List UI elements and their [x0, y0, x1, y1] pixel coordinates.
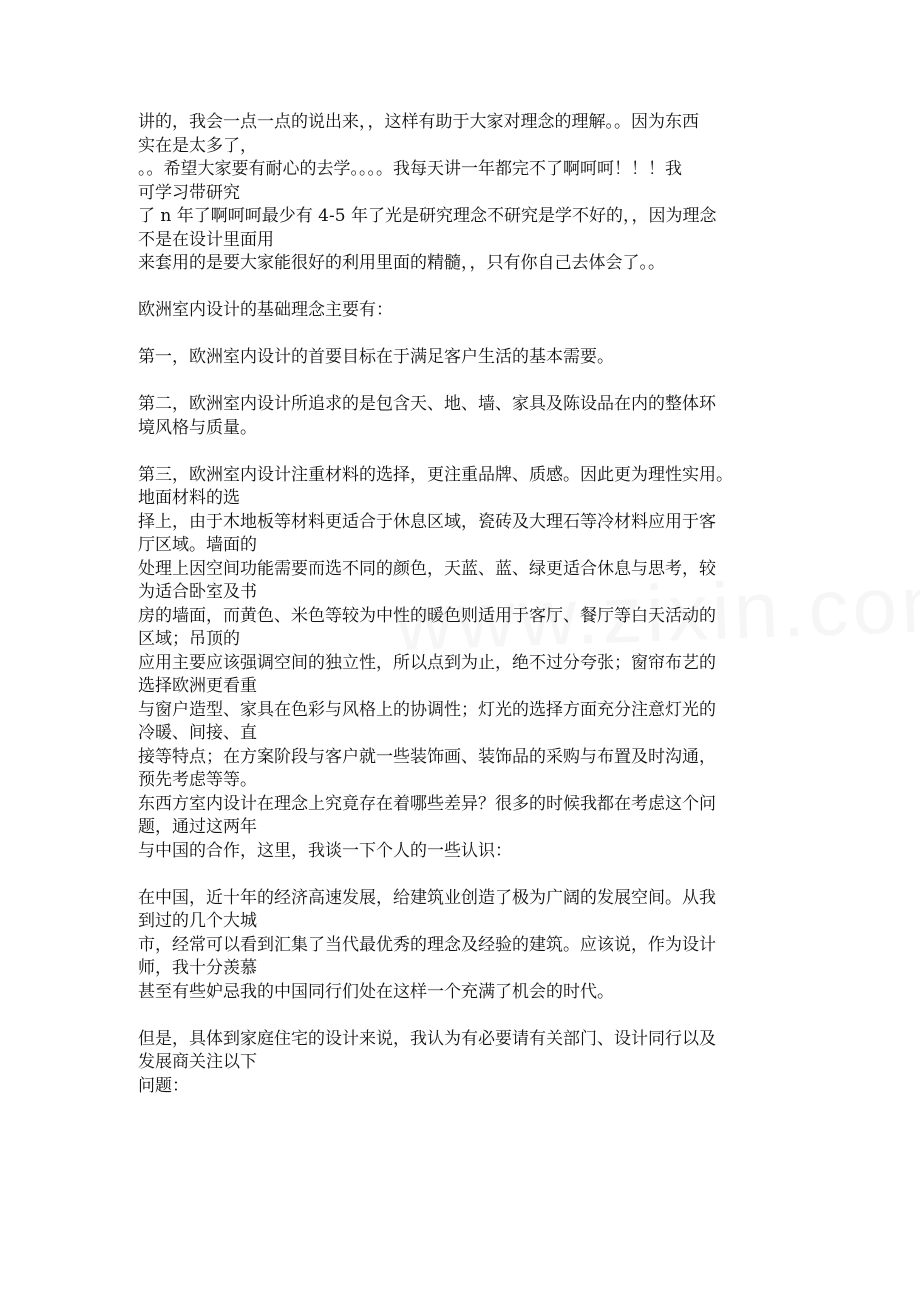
text-line: 处理上因空间功能需要而选不同的颜色，天蓝、蓝、绿更适合休息与思考，较	[138, 558, 716, 579]
text-line: 应用主要应该强调空间的独立性，所以点到为止，绝不过分夸张；窗帘布艺的	[138, 652, 716, 673]
text-line: 区域；吊顶的	[138, 629, 240, 649]
text-line: 第二，欧洲室内设计所追求的是包含天、地、墙、家具及陈设品在内的整体环	[138, 394, 716, 414]
text-line: 东西方室内设计在理念上究竟存在着哪些差异？很多的时候我都在考虑这个问	[138, 793, 716, 814]
text-line: 第三，欧洲室内设计注重材料的选择，更注重品牌、质感。因此更为理性实用。	[138, 464, 733, 485]
text-line: 实在是太多了，	[138, 135, 257, 156]
text-line: 地面材料的选	[138, 488, 240, 508]
text-line: 讲的，我会一点一点的说出来，，这样有助于大家对理念的理解。。因为东西	[138, 112, 699, 132]
text-line: 发展商关注以下	[138, 1052, 257, 1072]
text-line: 了 n 年了啊呵呵最少有 4-5 年了光是研究理念不研究是学不好的，，因为理念	[138, 206, 717, 226]
blank-line	[138, 276, 788, 300]
blank-line	[138, 323, 788, 347]
blank-line	[138, 370, 788, 394]
text-line: 题，通过这两年	[138, 817, 257, 837]
blank-line	[138, 1004, 788, 1028]
text-line: 可学习带研究	[138, 182, 240, 203]
blank-line	[138, 863, 788, 887]
text-line: 来套用的是要大家能很好的利用里面的精髓，，只有你自己去体会了。。	[138, 253, 665, 273]
text-line: 但是，具体到家庭住宅的设计来说，我认为有必要请有关部门、设计同行以及	[138, 1028, 716, 1049]
text-line: 厅区域。墙面的	[138, 535, 257, 555]
text-line: 与中国的合作，这里，我谈一下个人的一些认识：	[138, 840, 512, 861]
text-line: 问题：	[138, 1075, 189, 1096]
text-line: 接等特点；在方案阶段与客户就一些装饰画、装饰品的采购与布置及时沟通，	[138, 746, 716, 767]
text-line: 境风格与质量。	[138, 417, 257, 438]
text-line: 欧洲室内设计的基础理念主要有：	[138, 300, 393, 320]
text-line: 房的墙面，而黄色、米色等较为中性的暖色则适用于客厅、餐厅等白天活动的	[138, 605, 716, 626]
text-line: 市，经常可以看到汇集了当代最优秀的理念及经验的建筑。应该说，作为设计	[138, 934, 716, 955]
text-line: 择上，由于木地板等材料更适合于休息区域，瓷砖及大理石等冷材料应用于客	[138, 511, 716, 532]
blank-line	[138, 440, 788, 464]
text-line: 为适合卧室及书	[138, 582, 257, 602]
text-line: 师，我十分羡慕	[138, 958, 257, 978]
text-line: 预先考虑等等。	[138, 770, 257, 790]
text-line: 到过的几个大城	[138, 911, 257, 931]
text-line: 甚至有些妒忌我的中国同行们处在这样一个充满了机会的时代。	[138, 981, 614, 1002]
text-line: 。。希望大家要有耐心的去学。。。。我每天讲一年都完不了啊呵呵！！！我	[138, 159, 682, 179]
text-line: 与窗户造型、家具在色彩与风格上的协调性；灯光的选择方面充分注意灯光的	[138, 699, 716, 720]
text-line: 在中国，近十年的经济高速发展，给建筑业创造了极为广阔的发展空间。从我	[138, 887, 716, 908]
text-line: 第一，欧洲室内设计的首要目标在于满足客户生活的基本需要。	[138, 347, 614, 367]
text-line: 选择欧洲更看重	[138, 676, 257, 696]
text-line: 冷暖、间接、直	[138, 723, 257, 743]
text-line: 不是在设计里面用	[138, 229, 274, 250]
document-body	[138, 111, 788, 1098]
